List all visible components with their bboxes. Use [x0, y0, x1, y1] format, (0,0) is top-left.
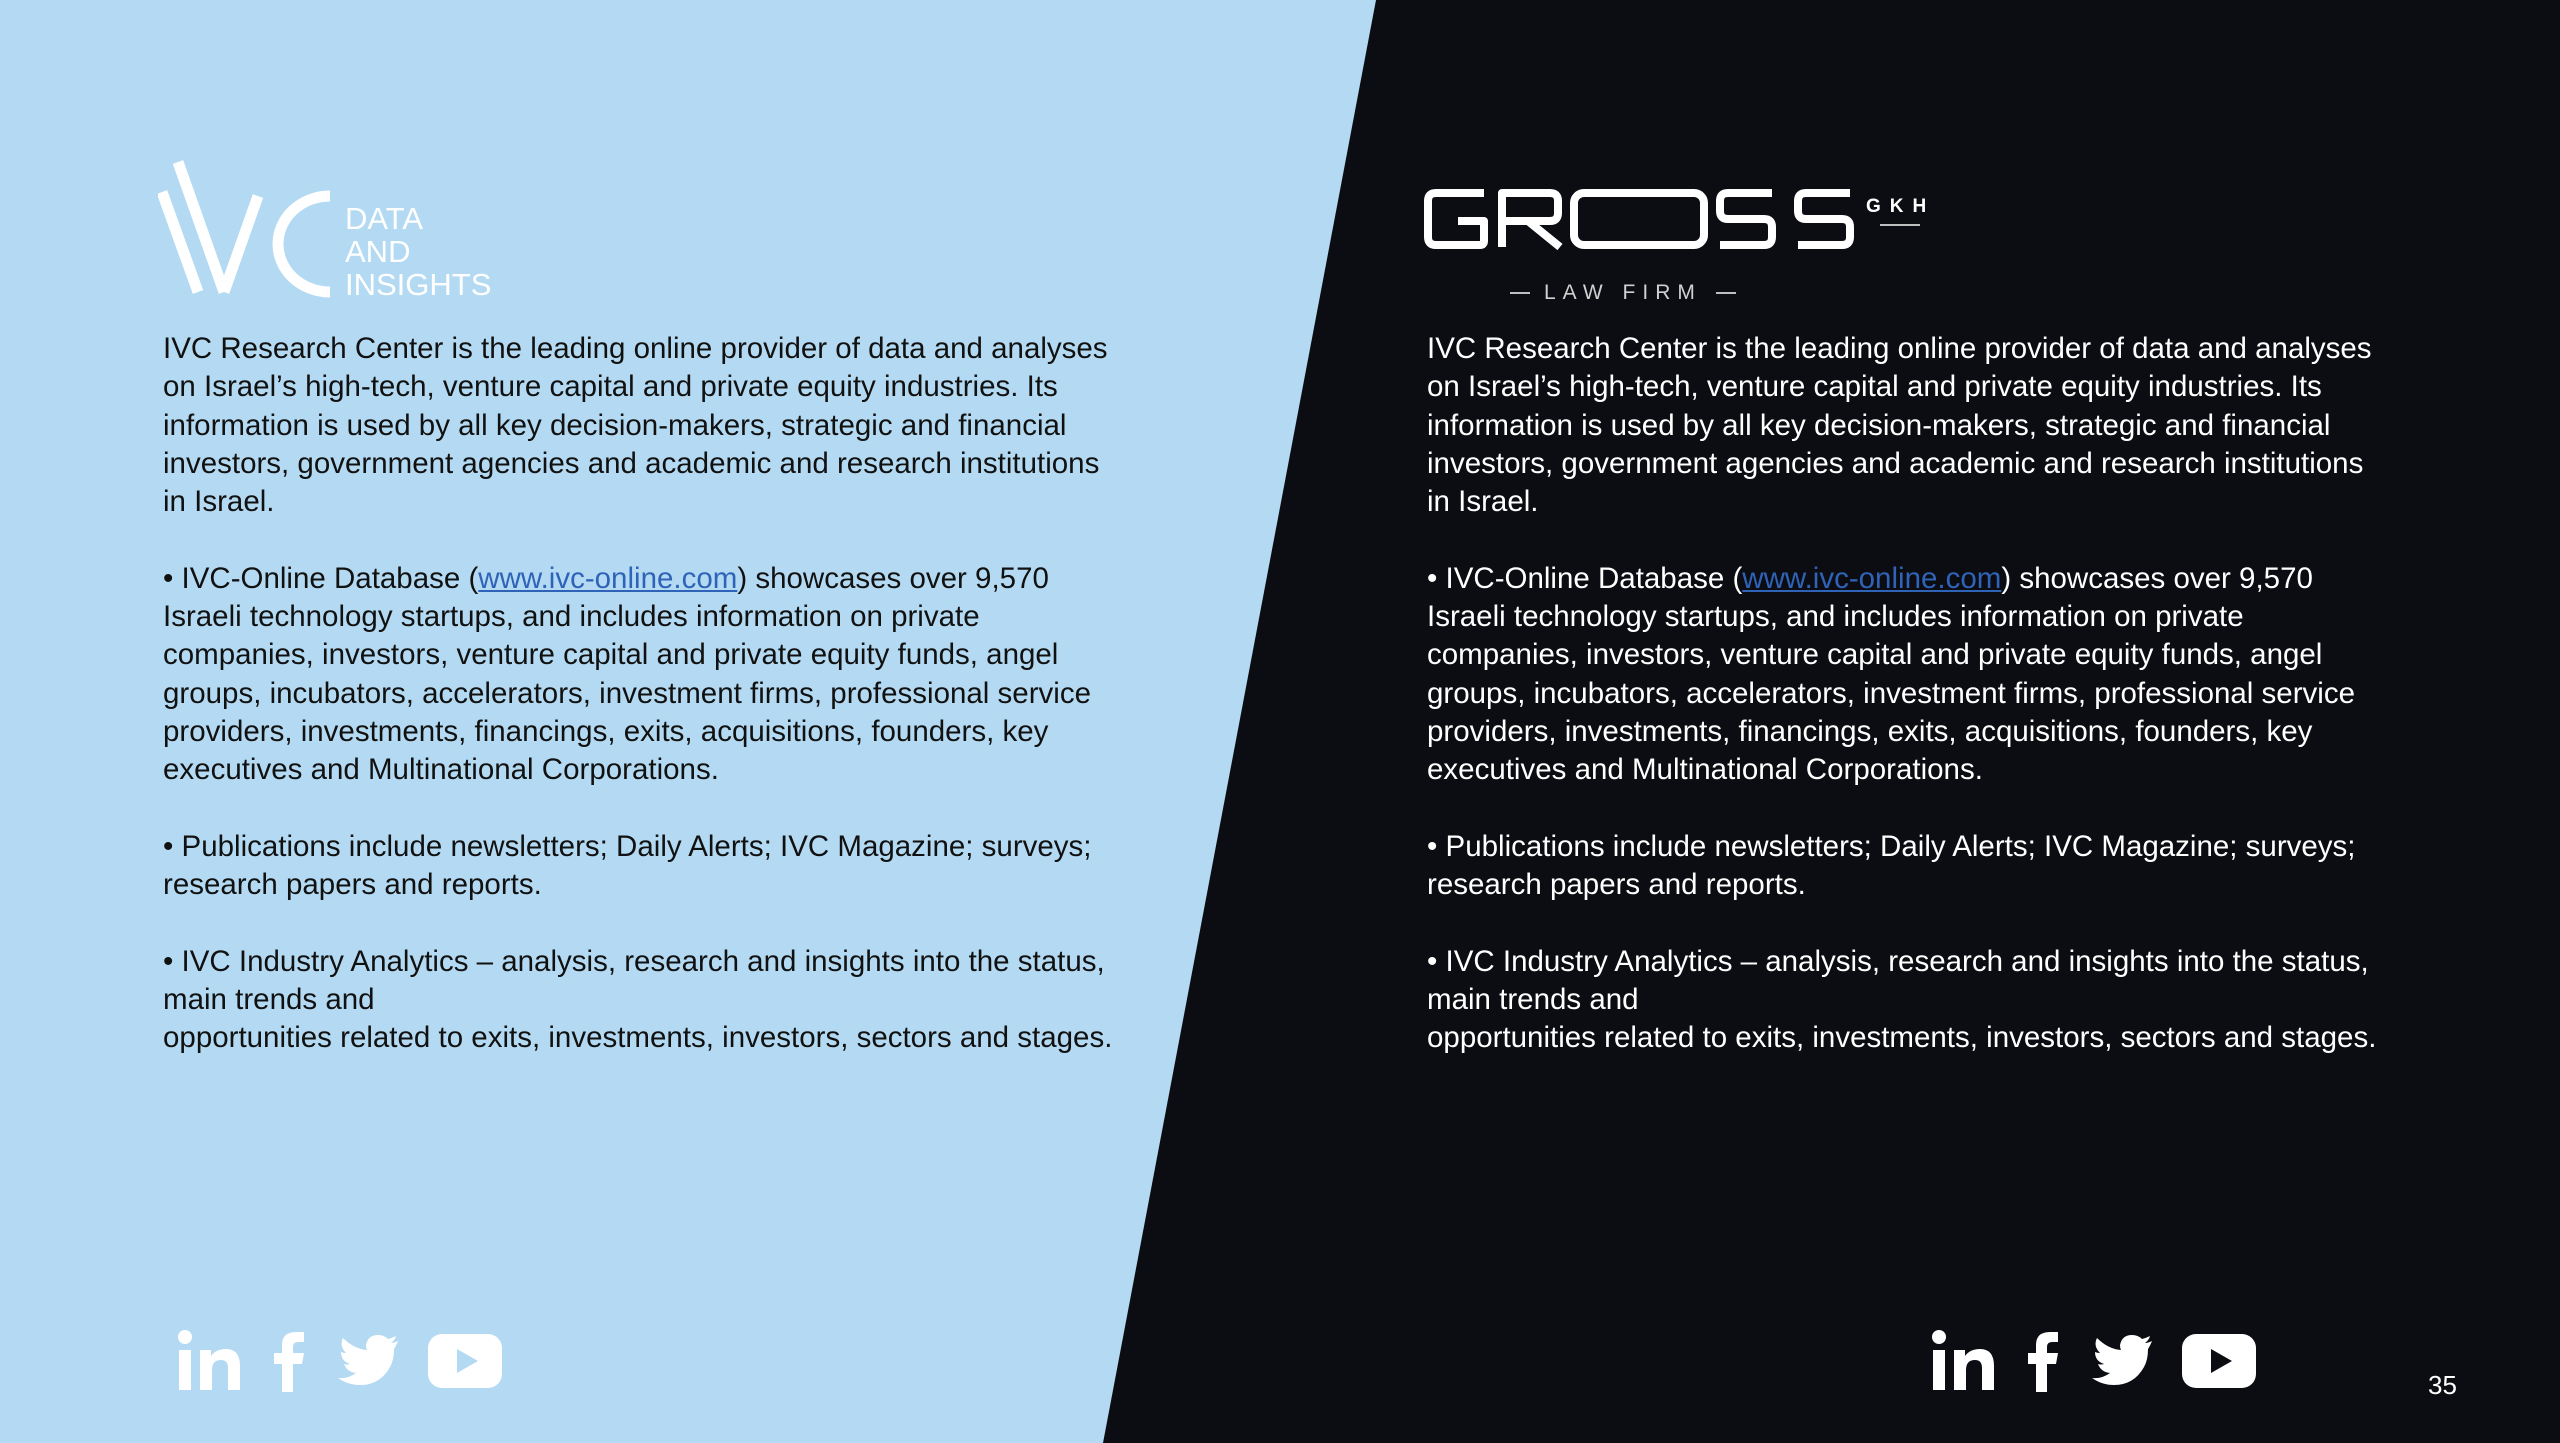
bullet-database [163, 560, 1123, 790]
bullet-text: • IVC-Online Database ( [163, 561, 479, 595]
bullet-text: opportunities related to exits, investments, investors, sectors and stages. [163, 1021, 1113, 1055]
bullet-analytics [163, 943, 1123, 1058]
youtube-icon[interactable] [2182, 1334, 2256, 1388]
bullet-text: ) showcases over 9,570 Israeli technology startups, and includes information on private companies, investors, venture capital and private equity funds, angel groups, incubators, accelerators, investment firms, professional service providers, investments, financings, exits, acquisitions, founders, key executives and Multinational Corporations. [1427, 561, 2355, 787]
facebook-icon[interactable] [2026, 1330, 2062, 1392]
intro-paragraph: IVC Research Center is the leading online provider of data and analyses on Israel’s high-tech, venture capital and private equity industries. Its information is used by all key decision-makers, strategic and financial investors, government agencies and academic and research institutions in Israel. [1427, 332, 2372, 519]
page-number: 35 [2428, 1370, 2457, 1400]
youtube-icon[interactable] [428, 1334, 502, 1388]
gross-logo-tagline [1510, 278, 1760, 308]
bullet-publications: • Publications include newsletters; Daily Alerts; IVC Magazine; surveys; research papers and reports. [163, 829, 1092, 902]
gross-logo-rule [1880, 224, 1920, 226]
bullet-text: ) showcases over 9,570 Israeli technology startups, and includes information on private companies, investors, venture capital and private equity funds, angel groups, incubators, accelerators, investment firms, professional service providers, investments, financings, exits, acquisitions, founders, key executives and Multinational Corporations. [163, 561, 1091, 787]
intro-paragraph: IVC Research Center is the leading online provider of data and analyses on Israel’s high-tech, venture capital and private equity industries. Its information is used by all key decision-makers, strategic and financial investors, government agencies and academic and research institutions in Israel. [163, 332, 1108, 519]
ivc-online-link[interactable]: www.ivc-online.com [478, 561, 738, 595]
facebook-icon[interactable] [272, 1330, 308, 1392]
twitter-icon[interactable] [338, 1335, 400, 1387]
tagline-rule-left [1510, 292, 1530, 294]
ivc-logo-word: AND [345, 234, 411, 269]
bullet-analytics [1427, 943, 2387, 1058]
bullet-text: • IVC Industry Analytics – analysis, research and insights into the status, main trends and [163, 944, 1105, 1017]
bullet-database [1427, 560, 2387, 790]
ivc-logo-text [345, 202, 491, 301]
twitter-icon[interactable] [2092, 1335, 2154, 1387]
bullet-text: • IVC-Online Database ( [1427, 561, 1743, 595]
tagline-rule-right [1716, 292, 1736, 294]
ivc-logo-word: DATA [345, 201, 424, 236]
ivc-online-link[interactable]: www.ivc-online.com [1742, 561, 2002, 595]
right-social-links [1932, 1330, 2256, 1392]
bullet-text: opportunities related to exits, investments, investors, sectors and stages. [1427, 1021, 2377, 1055]
right-description [1427, 330, 2387, 1096]
bullet-text: • IVC Industry Analytics – analysis, research and insights into the status, main trends and [1427, 944, 2369, 1017]
linkedin-icon[interactable] [1932, 1330, 1996, 1392]
bullet-publications: • Publications include newsletters; Daily Alerts; IVC Magazine; surveys; research papers and reports. [1427, 829, 2356, 902]
gross-logo-superscript: GKH [1866, 196, 1936, 217]
gross-law-firm-logo [1422, 185, 1942, 260]
left-social-links [178, 1330, 502, 1392]
ivc-logo-word: INSIGHTS [345, 267, 492, 302]
tagline-text: LAW FIRM [1544, 281, 1702, 304]
linkedin-icon[interactable] [178, 1330, 242, 1392]
left-description [163, 330, 1123, 1096]
